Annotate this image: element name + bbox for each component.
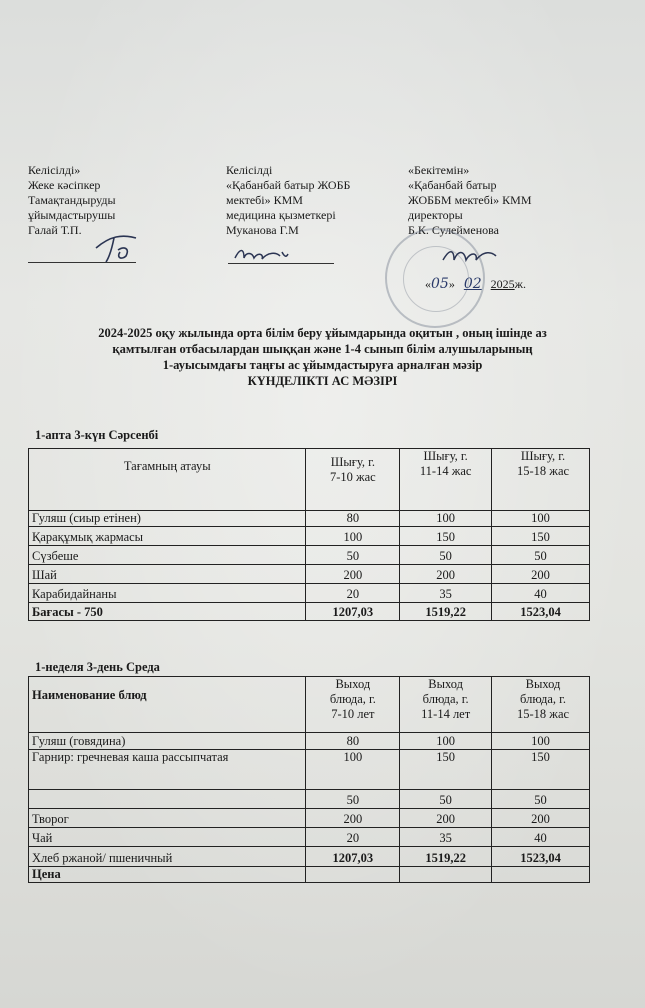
agreement-block-medical bbox=[226, 163, 350, 238]
price-cell: 1523,04 bbox=[492, 603, 590, 621]
table-row bbox=[29, 584, 590, 603]
header-line: Б.К. Сулейменова bbox=[408, 223, 499, 237]
portion-cell: 80 bbox=[306, 733, 400, 750]
table-row bbox=[29, 565, 590, 584]
date-suffix: ж. bbox=[514, 277, 526, 291]
dish-name bbox=[29, 790, 306, 809]
title-line: 1-ауысымдағы таңғы ас ұйымдастыруға арналған мәзір bbox=[162, 358, 483, 372]
dish-name: Чай bbox=[29, 828, 306, 847]
header-line: Жеке кәсіпкер bbox=[28, 178, 101, 192]
table-header-row bbox=[29, 677, 590, 733]
header-line: Муканова Г.М bbox=[226, 223, 299, 237]
header-line: «Бекітемін» bbox=[408, 163, 470, 177]
portion-cell: 50 bbox=[306, 790, 400, 809]
section-heading-kz: 1-апта 3-күн Сәрсенбі bbox=[35, 428, 159, 442]
signature-director bbox=[440, 244, 500, 266]
column-header-dish: Тағамның атауы bbox=[29, 449, 306, 511]
price-cell: 1519,22 bbox=[400, 847, 492, 867]
menu-table-kz bbox=[28, 448, 590, 621]
header-line: Келісілді» bbox=[28, 163, 81, 177]
menu-table-ru bbox=[28, 676, 590, 883]
column-header-15-18: Шығу, г. 15-18 жас bbox=[492, 449, 590, 511]
price-cell: 1207,03 bbox=[306, 847, 400, 867]
date-year: 2025 bbox=[490, 277, 515, 291]
column-header-7-10: Шығу, г. 7-10 жас bbox=[306, 449, 400, 511]
dish-name: Шай bbox=[29, 565, 306, 584]
header-line: директоры bbox=[408, 208, 463, 222]
header-line: «Қабанбай батыр ЖОББ bbox=[226, 178, 351, 192]
title-line: КҮНДЕЛІКТІ АС МӘЗІРІ bbox=[247, 374, 398, 388]
signature-entrepreneur bbox=[92, 226, 144, 266]
approval-date bbox=[425, 276, 526, 292]
portion-cell: 50 bbox=[492, 790, 590, 809]
header-line: ЖОББМ мектебі» КММ bbox=[408, 193, 532, 207]
portion-cell: 200 bbox=[306, 809, 400, 828]
header-line: Галай Т.П. bbox=[28, 223, 82, 237]
title-line: қамтылған отбасылардан шыққан және 1-4 сынып білім алушыларының bbox=[112, 342, 533, 356]
price-cell: 1523,04 bbox=[492, 847, 590, 867]
header-line: ұйымдастырушы bbox=[28, 208, 116, 222]
portion-cell: 100 bbox=[492, 511, 590, 527]
column-header-15-18: Выход блюда, г. 15-18 жас bbox=[492, 677, 590, 733]
portion-cell: 50 bbox=[400, 546, 492, 565]
price-label: Цена bbox=[29, 867, 306, 883]
dish-name: Сүзбеше bbox=[29, 546, 306, 565]
table-row bbox=[29, 750, 590, 790]
price-cell bbox=[492, 867, 590, 883]
column-header-11-14: Шығу, г. 11-14 жас bbox=[400, 449, 492, 511]
portion-cell: 150 bbox=[492, 527, 590, 546]
date-open-quote: « bbox=[425, 277, 431, 291]
table-total-row bbox=[29, 603, 590, 621]
portion-cell: 100 bbox=[400, 733, 492, 750]
column-header-11-14: Выход блюда, г. 11-14 лет bbox=[400, 677, 492, 733]
document-title bbox=[0, 325, 645, 389]
portion-cell: 20 bbox=[306, 584, 400, 603]
table-row bbox=[29, 546, 590, 565]
table-row bbox=[29, 790, 590, 809]
price-cell bbox=[400, 867, 492, 883]
portion-cell: 200 bbox=[400, 565, 492, 584]
portion-cell: 150 bbox=[400, 750, 492, 790]
portion-cell: 100 bbox=[306, 750, 400, 790]
portion-cell: 200 bbox=[492, 565, 590, 584]
table-header-row bbox=[29, 449, 590, 511]
table-row bbox=[29, 527, 590, 546]
portion-cell: 20 bbox=[306, 828, 400, 847]
approval-block-director bbox=[408, 163, 532, 238]
portion-cell: 200 bbox=[306, 565, 400, 584]
signature-medical bbox=[232, 244, 290, 266]
portion-cell: 80 bbox=[306, 511, 400, 527]
header-line: медицина қызметкері bbox=[226, 208, 336, 222]
header-line: «Қабанбай батыр bbox=[408, 178, 497, 192]
portion-cell: 40 bbox=[492, 584, 590, 603]
price-cell: 1207,03 bbox=[306, 603, 400, 621]
dish-name: Карабидайнаны bbox=[29, 584, 306, 603]
portion-cell: 35 bbox=[400, 584, 492, 603]
header-line: Келісілді bbox=[226, 163, 273, 177]
dish-name: Творог bbox=[29, 809, 306, 828]
table-row bbox=[29, 828, 590, 847]
price-cell: 1519,22 bbox=[400, 603, 492, 621]
portion-cell: 150 bbox=[492, 750, 590, 790]
portion-cell: 35 bbox=[400, 828, 492, 847]
portion-cell: 200 bbox=[400, 809, 492, 828]
table-total-row bbox=[29, 867, 590, 883]
price-cell bbox=[306, 867, 400, 883]
dish-name: Гуляш (сиыр етінен) bbox=[29, 511, 306, 527]
table-row bbox=[29, 847, 590, 867]
table-row bbox=[29, 511, 590, 527]
table-row bbox=[29, 809, 590, 828]
dish-name: Қарақұмық жармасы bbox=[29, 527, 306, 546]
portion-cell: 100 bbox=[492, 733, 590, 750]
portion-cell: 150 bbox=[400, 527, 492, 546]
portion-cell: 40 bbox=[492, 828, 590, 847]
portion-cell: 50 bbox=[400, 790, 492, 809]
portion-cell: 200 bbox=[492, 809, 590, 828]
portion-cell: 50 bbox=[492, 546, 590, 565]
column-header-dish: Наименование блюд bbox=[29, 677, 306, 733]
dish-name: Хлеб ржаной/ пшеничный bbox=[29, 847, 306, 867]
date-day: 05 bbox=[431, 276, 449, 292]
date-month: 02 bbox=[463, 276, 482, 292]
price-label: Бағасы - 750 bbox=[29, 603, 306, 621]
dish-name: Гуляш (говядина) bbox=[29, 733, 306, 750]
column-header-7-10: Выход блюда, г. 7-10 лет bbox=[306, 677, 400, 733]
portion-cell: 50 bbox=[306, 546, 400, 565]
portion-cell: 100 bbox=[306, 527, 400, 546]
header-line: мектебі» КММ bbox=[226, 193, 303, 207]
portion-cell: 100 bbox=[400, 511, 492, 527]
date-close-quote: » bbox=[448, 277, 455, 291]
dish-name: Гарнир: гречневая каша рассыпчатая bbox=[29, 750, 306, 790]
table-row bbox=[29, 733, 590, 750]
title-line: 2024-2025 оқу жылында орта білім беру ұйымдарында оқитын , оның ішінде аз bbox=[98, 326, 547, 340]
header-line: Тамақтандыруды bbox=[28, 193, 116, 207]
section-heading-ru: 1-неделя 3-день Среда bbox=[35, 660, 160, 674]
